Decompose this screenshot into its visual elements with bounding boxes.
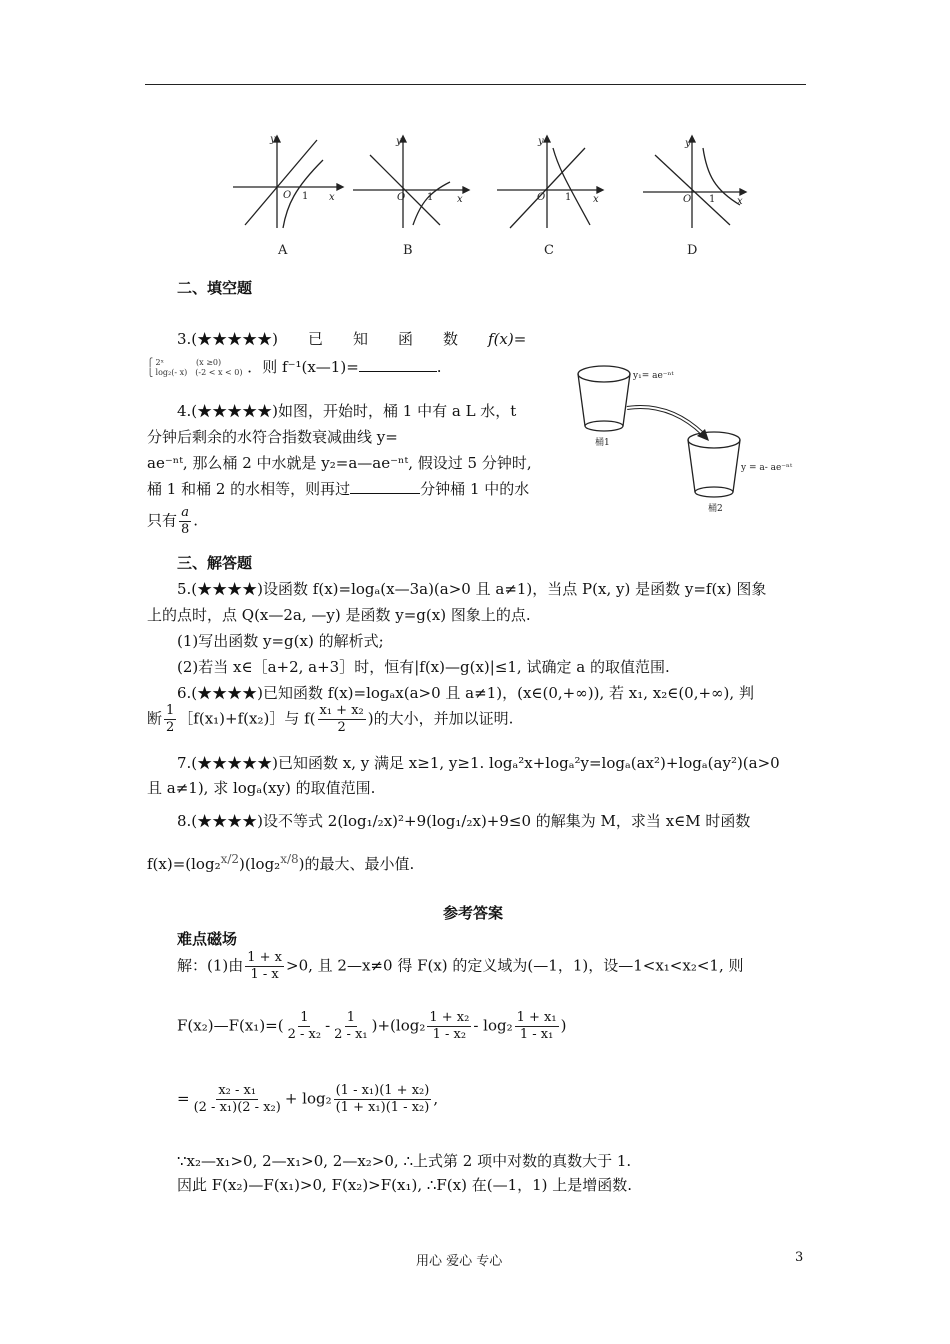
sol-l3-a: = xyxy=(177,1089,190,1108)
q4-line4 xyxy=(147,478,529,499)
axis-y-b: y xyxy=(396,136,402,147)
axis-x-d: x xyxy=(737,196,743,207)
sol-a-num: 1 xyxy=(300,1010,309,1025)
section-solve-heading: 三、解答题 xyxy=(177,554,253,572)
sol-g-num: (1 - x₁)(1 + x₂) xyxy=(335,1083,430,1098)
solution-line3 xyxy=(177,1083,438,1116)
sol-frac-a xyxy=(286,1010,323,1043)
sol-g-den: (1 + x₁)(1 - x₂) xyxy=(335,1100,430,1115)
q4-fraction xyxy=(179,505,191,538)
q4-line4-a: 桶 1 和桶 2 的水相等，则再过 xyxy=(147,480,351,498)
sol-frac-c xyxy=(427,1010,471,1043)
q3-piece2: log₂(- x) (-2 < x < 0) xyxy=(155,368,243,377)
q5-line4: (2)若当 x∈［a+2, a+3］时，恒有|f(x)—g(x)|≤1, 试确定 a 的取值范围. xyxy=(177,658,670,676)
q4-line1: 4.(★★★★★)如图，开始时，桶 1 中有 a L 水，t xyxy=(177,402,517,420)
sol-frac-d xyxy=(515,1010,559,1043)
axis-x-c: x xyxy=(593,194,599,205)
q3-piece1: 2ˣ (x ≥0) xyxy=(155,358,222,367)
q4-line4-b: 分钟桶 1 中的水 xyxy=(420,480,530,498)
sol-d-num: 1 + x₁ xyxy=(516,1010,557,1025)
hard-points-heading: 难点磁场 xyxy=(177,930,238,948)
solution-line4: ∵x₂—x₁>0, 2—x₁>0, 2—x₂>0, ∴上式第 2 项中对数的真数大于 1. xyxy=(177,1152,632,1170)
graph-c xyxy=(497,136,603,228)
q6-half-num: 1 xyxy=(166,703,175,718)
q8-frac2: x/8 xyxy=(280,852,299,866)
q5-line1: 5.(★★★★)设函数 f(x)=logₐ(x—3a)(a>0 且 a≠1)，当点 P(x, y) 是函数 y=f(x) 图象 xyxy=(177,580,767,598)
sol-l2-d: ) xyxy=(560,1016,567,1035)
sol-a-den: 2 - x₂ xyxy=(287,1027,322,1042)
solution-line1 xyxy=(177,950,744,983)
sol-frac-b xyxy=(332,1010,369,1043)
q4-line5 xyxy=(147,505,198,538)
q8-text-b: )(log₂ xyxy=(239,855,281,873)
axis-y-d: y xyxy=(685,138,691,149)
q6-text-a: 断 xyxy=(147,709,163,728)
origin-a: O xyxy=(283,190,292,201)
q6-half xyxy=(164,703,176,736)
section-fill-heading: 二、填空题 xyxy=(177,279,253,297)
header-rule xyxy=(145,84,806,85)
graph-d xyxy=(643,136,746,228)
q3-end: . xyxy=(436,358,442,376)
bucket-figure xyxy=(575,356,820,516)
bucket2-label: 桶2 xyxy=(708,504,723,514)
figure-label-c: C xyxy=(544,243,554,258)
origin-b: O xyxy=(397,192,406,203)
q4-line5-text: 只有 xyxy=(147,511,178,530)
sol-text-b: >0, 且 2—x≠0 得 F(x) 的定义域为(—1，1)，设—1<x₁<x₂<1, 则 xyxy=(286,956,744,975)
q6-text-c: )的大小，并加以证明. xyxy=(367,709,514,728)
solution-line5: 因此 F(x₂)—F(x₁)>0, F(x₂)>F(x₁), ∴F(x) 在(—1，1) 上是增函数. xyxy=(177,1176,633,1194)
q6-half-den: 2 xyxy=(166,720,175,735)
q3-fx: f(x)= xyxy=(488,330,527,348)
q8-line2 xyxy=(147,852,414,874)
question-3-line2 xyxy=(147,356,442,378)
figure-label-a: A xyxy=(278,243,288,258)
sol-c-den: 1 - x₂ xyxy=(432,1027,467,1042)
q8-line1: 8.(★★★★)设不等式 2(log₁/₂x)²+9(log₁/₂x)+9≤0 的解集为 M，求当 x∈M 时函数 xyxy=(177,812,751,830)
q6-mid-num: x₁ + x₂ xyxy=(319,703,364,718)
solution-line2 xyxy=(177,1010,566,1043)
q3-tail: ．则 f⁻¹(x—1)= xyxy=(247,358,359,376)
sol-frac-g xyxy=(334,1083,432,1116)
sol-f-den: 1 - x xyxy=(250,967,279,982)
axis-x-b: x xyxy=(457,194,463,205)
q5-line3: (1)写出函数 y=g(x) 的解析式; xyxy=(177,632,384,650)
q8-text-a: f(x)=(log₂ xyxy=(147,855,221,873)
q6-text-b: ［f(x₁)+f(x₂)］与 f( xyxy=(178,709,316,728)
page-number: 3 xyxy=(795,1250,804,1265)
sol-text-a: 解：(1)由 xyxy=(177,956,244,975)
sol-b-num: 1 xyxy=(346,1010,356,1025)
axis-y-c: y xyxy=(538,136,544,147)
q5-line2: 上的点时，点 Q(x—2a, —y) 是函数 y=g(x) 图象上的点. xyxy=(147,606,531,624)
sol-e-den: (2 - x₁)(2 - x₂) xyxy=(193,1100,281,1115)
figure-label-b: B xyxy=(403,243,413,258)
q3-lead: 3.(★★★★★) 已 知 函 数 xyxy=(177,330,489,348)
sol-f-num: 1 + x xyxy=(247,950,283,965)
sol-b-den: 2 - x₁ xyxy=(334,1027,368,1042)
origin-d: O xyxy=(683,194,692,205)
q8-frac1: x/2 xyxy=(220,852,240,866)
q7-line2: 且 a≠1), 求 logₐ(xy) 的取值范围. xyxy=(147,779,376,797)
sol-l2-c: - log₂ xyxy=(473,1016,513,1035)
sol-d-den: 1 - x₁ xyxy=(519,1027,554,1042)
sol-l2-b: )+(log₂ xyxy=(371,1016,426,1035)
sol-l2-a: F(x₂)—F(x₁)=( xyxy=(177,1016,284,1035)
sol-frac-e xyxy=(192,1083,283,1116)
sol-minus: - xyxy=(325,1016,331,1035)
q4-line3: ae⁻ⁿᵗ, 那么桶 2 中水就是 y₂=a—ae⁻ⁿᵗ, 假设过 5 分钟时, xyxy=(147,454,532,472)
q7-line1: 7.(★★★★★)已知函数 x, y 满足 x≥1, y≥1. logₐ²x+logₐ²y=logₐ(ax²)+logₐ(ay²)(a>0 xyxy=(177,754,780,772)
q6-line1: 6.(★★★★)已知函数 f(x)=logₐx(a>0 且 a≠1)，(x∈(0,+∞)), 若 x₁, x₂∈(0,+∞), 判 xyxy=(177,684,754,702)
answers-heading: 参考答案 xyxy=(443,904,504,922)
tick-one-b: 1 xyxy=(427,192,434,203)
bucket1-equation: y₁= ae⁻ⁿᵗ xyxy=(633,371,674,381)
q4-line2: 分钟后剩余的水符合指数衰减曲线 y= xyxy=(147,428,398,446)
q6-mid xyxy=(318,703,366,736)
axis-x-a: x xyxy=(329,192,335,203)
q4-frac-num: a xyxy=(181,505,190,520)
figure-label-d: D xyxy=(687,243,698,258)
sol-l3-b: + log₂ xyxy=(284,1089,332,1108)
q4-frac-den: 8 xyxy=(181,522,190,537)
q6-line2 xyxy=(147,703,513,736)
footer-center: 用心 爱心 专心 xyxy=(416,1254,503,1269)
q4-line5-end: . xyxy=(193,511,199,530)
graph-a xyxy=(233,136,343,228)
q3-piecewise: ⎧ 2ˣ (x ≥0) ⎩ log₂(- x) (-2 < x < 0) xyxy=(147,358,243,377)
sol-l3-c: , xyxy=(433,1089,439,1108)
q4-answer-blank[interactable] xyxy=(350,479,420,494)
q8-text-c: )的最大、最小值. xyxy=(298,855,415,873)
q3-answer-blank[interactable] xyxy=(359,357,437,372)
axis-y-a: y xyxy=(270,134,276,145)
sol-frac-f xyxy=(245,950,284,983)
question-3-line1 xyxy=(177,328,526,349)
sol-c-num: 1 + x₂ xyxy=(429,1010,470,1025)
graphs-figure xyxy=(225,130,755,260)
tick-one-d: 1 xyxy=(709,194,716,205)
sol-e-num: x₂ - x₁ xyxy=(218,1083,257,1098)
tick-one-a: 1 xyxy=(302,191,309,202)
bucket1-label: 桶1 xyxy=(595,438,610,448)
origin-c: O xyxy=(537,192,546,203)
bucket2-equation: y = a- ae⁻ⁿᵗ xyxy=(741,463,793,473)
q6-mid-den: 2 xyxy=(337,720,346,735)
graph-b xyxy=(353,136,469,228)
tick-one-c: 1 xyxy=(565,192,572,203)
